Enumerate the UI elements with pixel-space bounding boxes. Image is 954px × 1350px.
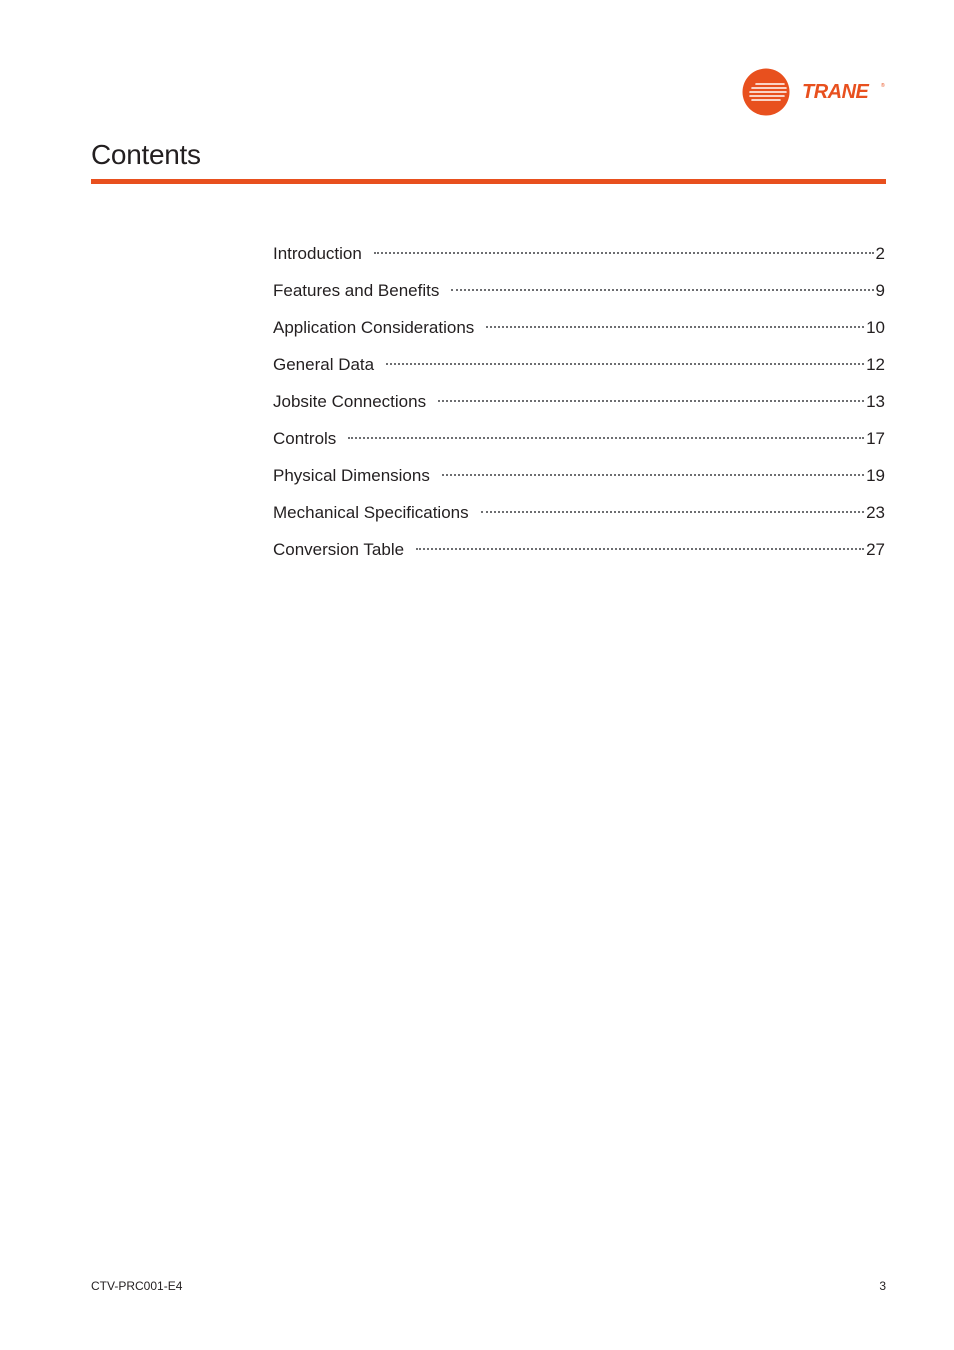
toc-entry-label: Mechanical Specifications (273, 503, 469, 522)
page-title: Contents (91, 139, 201, 170)
toc-entry-page: 12 (866, 355, 885, 374)
toc-entry-label: Jobsite Connections (273, 392, 427, 411)
toc-dot-leader (416, 548, 864, 550)
toc-entry-page: 23 (866, 503, 885, 522)
toc-entry-page: 13 (866, 392, 885, 411)
toc-dot-leader (451, 289, 873, 291)
logo-wordmark: TRANE (802, 81, 869, 103)
toc-entry-label: Physical Dimensions (273, 466, 430, 485)
toc-entry-label: Introduction (273, 244, 362, 263)
toc-entry-page: 19 (866, 466, 885, 485)
toc-entry-label: Controls (273, 429, 337, 448)
toc-entry[interactable] (273, 318, 885, 355)
logo-registered-mark: ® (881, 83, 885, 89)
toc-dot-leader (486, 326, 864, 328)
title-divider (91, 179, 886, 184)
toc-entry[interactable] (273, 392, 885, 429)
toc-dot-leader (442, 474, 864, 476)
footer-page-number: 3 (879, 1279, 886, 1293)
toc-dot-leader (481, 511, 864, 513)
toc-entry-label: Features and Benefits (273, 281, 440, 300)
toc-entry-label: Application Considerations (273, 318, 475, 337)
toc-entry-page: 10 (866, 318, 885, 337)
toc-entry-label: Conversion Table (273, 540, 405, 559)
toc-entry-page: 2 (875, 244, 885, 263)
toc-entry-label: General Data (273, 355, 375, 374)
toc-entry[interactable] (273, 540, 885, 577)
toc-entry[interactable] (273, 503, 885, 540)
trane-logo (742, 68, 888, 116)
table-of-contents (273, 244, 885, 577)
toc-dot-leader (438, 400, 864, 402)
toc-entry[interactable] (273, 466, 885, 503)
toc-entry[interactable] (273, 355, 885, 392)
toc-entry[interactable] (273, 429, 885, 466)
toc-dot-leader (374, 252, 874, 254)
toc-entry-page: 9 (875, 281, 885, 300)
footer-doc-code: CTV-PRC001-E4 (91, 1279, 183, 1293)
toc-entry-page: 27 (866, 540, 885, 559)
toc-entry-page: 17 (866, 429, 885, 448)
toc-entry[interactable] (273, 244, 885, 281)
toc-dot-leader (386, 363, 864, 365)
toc-entry[interactable] (273, 281, 885, 318)
toc-dot-leader (348, 437, 864, 439)
